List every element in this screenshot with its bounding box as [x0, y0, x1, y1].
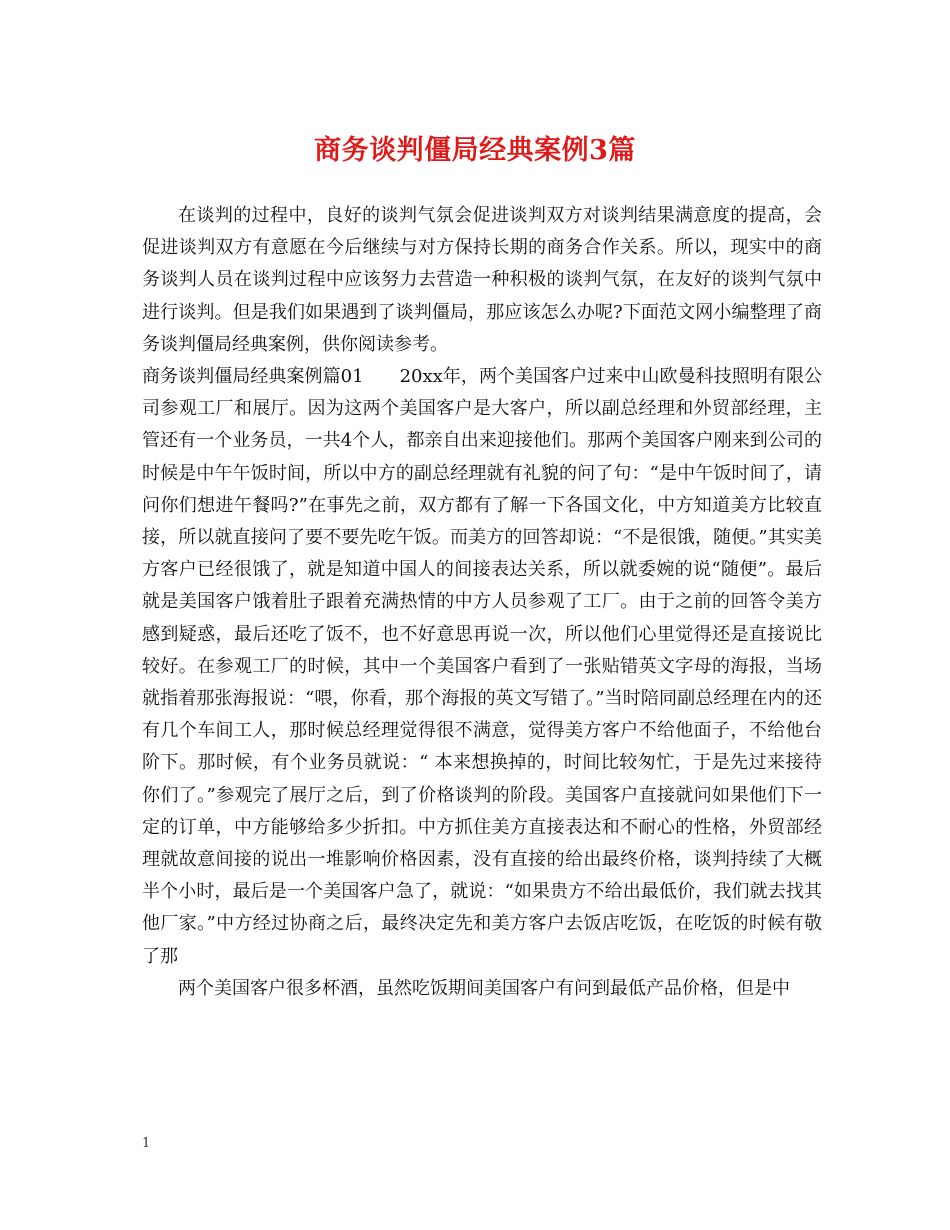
intro-paragraph: 在谈判的过程中，良好的谈判气氛会促进谈判双方对谈判结果满意度的提高，会促进谈判双方有意愿在今后继续与对方保持长期的商务合作关系。所以，现实中的商务谈判人员在谈判过程中应该努力去营造一种积极的谈判气氛，在友好的谈判气氛中进行谈判。但是我们如果遇到了谈判僵局，那应该怎么办呢?下面范文网小编整理了商务谈判僵局经典案例，供你阅读参考。 [142, 205, 822, 355]
case-paragraph [142, 361, 822, 973]
page-number: 1 [142, 1136, 151, 1151]
continuation-paragraph: 两个美国客户很多杯酒，虽然吃饭期间美国客户有问到最低产品价格，但是中 [178, 977, 790, 999]
case-heading: 商务谈判僵局经典案例篇01 [142, 366, 364, 388]
document-title: 商务谈判僵局经典案例3篇 [314, 135, 636, 166]
document-body [142, 200, 822, 1005]
case-body: 20xx年，两个美国客户过来中山欧曼科技照明有限公司参观工厂和展厅。因为这两个美国客户是大客户，所以副总经理和外贸部经理，主管还有一个业务员，一共4个人，都亲自出来迎接他们。那两个美国客户刚来到公司的时候是中午午饭时间，所以中方的副总经理就有礼貌的问了句：“是中午饭时间了，请问你们想进午餐吗?”在事先之前，双方都有了解一下各国文化，中方知道美方比较直接，所以就直接问了要不要先吃午饭。而美方的回答却说：“不是很饿，随便。”其实美方客户已经很饿了，就是知道中国人的间接表达关系，所以就委婉的说“随便”。最后就是美国客户饿着肚子跟着充满热情的中方人员参观了工厂。由于之前的回答令美方感到疑惑，最后还吃了饭不，也不好意思再说一次，所以他们心里觉得还是直接说比较好。在参观工厂的时候，其中一个美国客户看到了一张贴错英文字母的海报，当场就指着那张海报说：“喂，你看，那个海报的英文写错了。”当时陪同副总经理在内的还有几个车间工人，那时候总经理觉得很不满意，觉得美方客户不给他面子，不给他台阶下。那时候，有个业务员就说：“ 本来想换掉的，时间比较匆忙，于是先过来接待你们了。”参观完了展厅之后，到了价格谈判的阶段。美国客户直接就问如果他们下一定的订单，中方能够给多少折扣。中方抓住美方直接表达和不耐心的性格，外贸部经理就故意间接的说出一堆影响价格因素，没有直接的给出最终价格，谈判持续了大概半个小时，最后是一个美国客户急了，就说：“如果贵方不给出最低价，我们就去找其他厂家。”中方经过协商之后，最终决定先和美方客户去饭店吃饭，在吃饭的时候有敬了那 [142, 366, 822, 967]
